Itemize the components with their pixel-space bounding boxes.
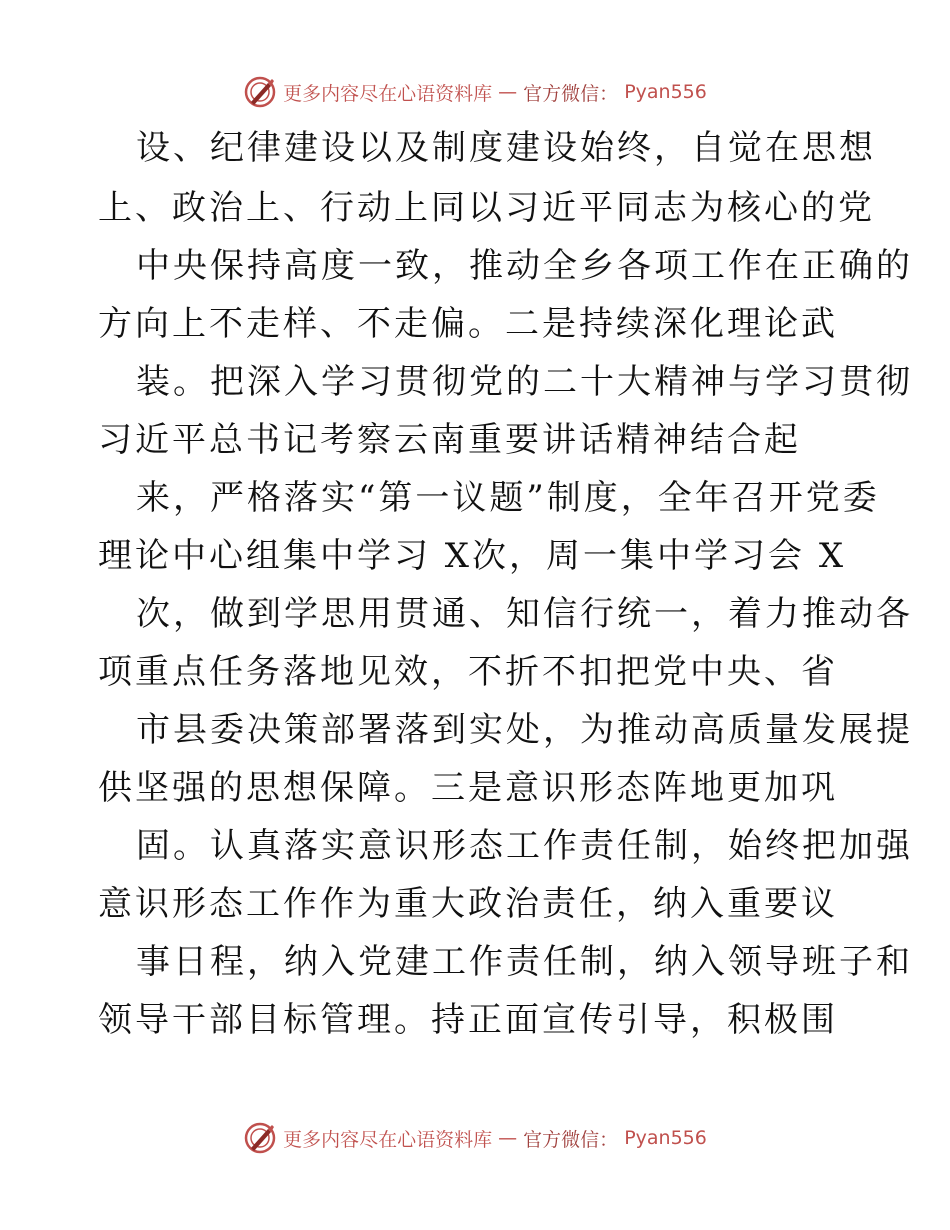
watermark-wechat-label: 官方微信： xyxy=(523,1128,619,1151)
watermark-wechat-label: 官方微信： xyxy=(523,82,619,105)
text-line: 习近平总书记考察云南重要讲话精神结合起 xyxy=(98,420,801,460)
text-line: 次，做到学思用贯通、知信行统一，着力推动各 xyxy=(136,594,913,634)
text-line: 设、纪律建设以及制度建设始终，自觉在思想 xyxy=(136,128,876,168)
watermark-separator: — xyxy=(498,81,518,103)
text-line: 固。认真落实意识形态工作责任制，始终把加强 xyxy=(136,826,913,866)
watermark-separator: — xyxy=(498,1127,518,1149)
text-line: 来，严格落实“第一议题”制度，全年召开党委 xyxy=(136,478,880,518)
text-line: 市县委决策部署落到实处，为推动高质量发展提 xyxy=(136,710,913,750)
text-line: 领导干部目标管理。持正面宣传引导，积极围 xyxy=(98,1000,838,1040)
text-line: 装。把深入学习贯彻党的二十大精神与学习贯彻 xyxy=(136,362,913,402)
text-line: 事日程，纳入党建工作责任制，纳入领导班子和 xyxy=(136,942,913,982)
watermark-wechat-id: Pyan556 xyxy=(624,81,707,103)
text-line: 理论中心组集中学习 X次，周一集中学习会 X xyxy=(98,536,847,576)
header-watermark xyxy=(0,72,950,112)
text-line: 意识形态工作作为重大政治责任，纳入重要议 xyxy=(98,884,838,924)
watermark-site-name: 更多内容尽在心语资料库 xyxy=(283,1128,493,1151)
pen-logo-icon xyxy=(243,1121,277,1155)
text-line: 供坚强的思想保障。三是意识形态阵地更加巩 xyxy=(98,768,838,808)
footer-watermark xyxy=(0,1118,950,1158)
pen-logo-icon xyxy=(243,75,277,109)
text-line: 中央保持高度一致，推动全乡各项工作在正确的 xyxy=(136,246,913,286)
watermark-site-name: 更多内容尽在心语资料库 xyxy=(283,82,493,105)
watermark-wechat-id: Pyan556 xyxy=(624,1127,707,1149)
text-line: 上、政治上、行动上同以习近平同志为核心的党 xyxy=(98,188,875,228)
text-line: 方向上不走样、不走偏。二是持续深化理论武 xyxy=(98,304,838,344)
text-line: 项重点任务落地见效，不折不扣把党中央、省 xyxy=(98,652,838,692)
